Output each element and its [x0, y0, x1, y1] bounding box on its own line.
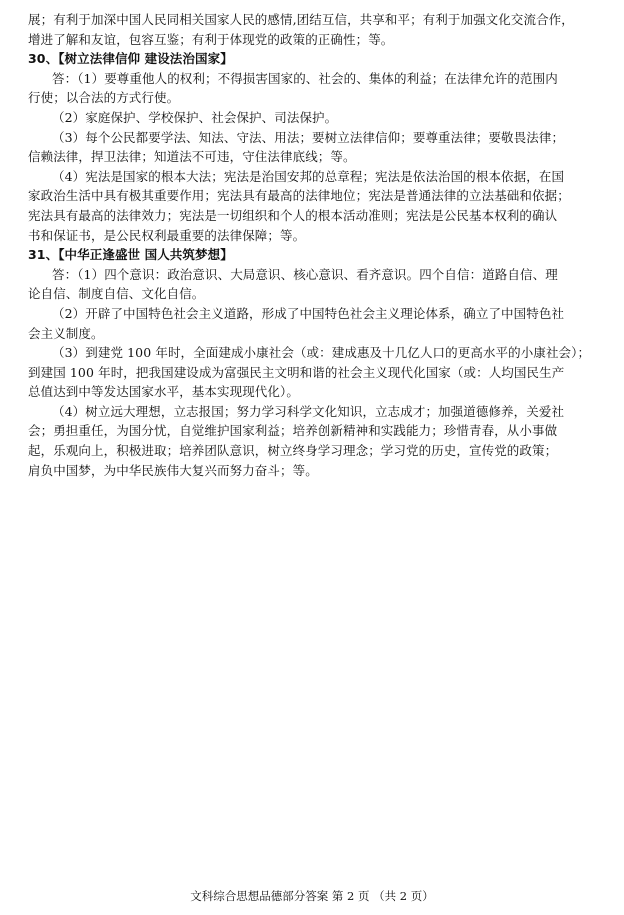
text-line: （3）到建党 100 年时，全面建成小康社会（或：建成惠及十几亿人口的更高水平的小康社会）；	[52, 345, 591, 361]
page-footer: 文科综合思想品德部分答案 第 2 页 （共 2 页）	[190, 889, 434, 903]
section-q31	[28, 245, 596, 480]
text-line: 宪法具有最高的法律效力；宪法是一切组织和个人的根本活动准则；宪法是公民基本权利的确认	[28, 207, 558, 223]
text-line: 答：（1）四个意识：政治意识、大局意识、核心意识、看齐意识。四个自信：道路自信、理	[52, 266, 558, 282]
answer-q30-1	[28, 69, 596, 108]
intro-paragraph	[28, 10, 596, 49]
text-line: 信赖法律，捍卫法律；知道法不可违，守住法律底线；等。	[28, 149, 356, 165]
text-line: 会主义制度。	[28, 325, 104, 341]
text-line: （4）树立远大理想，立志报国；努力学习科学文化知识，立志成才；加强道德修养，关爱社	[52, 403, 565, 419]
text-line: 会；勇担重任，为国分忧，自觉维护国家利益；培养创新精神和实践能力；珍惜青春，从小事做	[28, 423, 558, 439]
text-line: 到建国 100 年时，把我国建设成为富强民主文明和谐的社会主义现代化国家（或：人均国民生产	[28, 364, 565, 380]
text-line: 家政治生活中具有极其重要作用；宪法具有最高的法律地位；宪法是普通法律的立法基础和依据；	[28, 188, 570, 204]
answer-q30-3	[28, 128, 596, 167]
answer-q31-4	[28, 402, 596, 480]
section-heading-q31: 31、【中华正逢盛世 国人共筑梦想】	[28, 247, 233, 263]
text-line: （4）宪法是国家的根本大法；宪法是治国安邦的总章程；宪法是依法治国的根本依据，在国	[52, 168, 565, 184]
text-line: 增进了解和友谊，包容互鉴；有利于体现党的政策的正确性；等。	[28, 31, 394, 47]
text-line: 行使；以合法的方式行使。	[28, 90, 180, 106]
text-line: （2）家庭保护、学校保护、社会保护、司法保护。	[52, 109, 338, 125]
text-line: 书和保证书，是公民权利最重要的法律保障；等。	[28, 227, 306, 243]
section-heading-q30: 30、【树立法律信仰 建设法治国家】	[28, 51, 233, 67]
answer-q31-1	[28, 265, 596, 304]
answer-q31-2	[28, 304, 596, 343]
answer-q30-2	[28, 108, 596, 128]
text-line: 展；有利于加深中国人民同相关国家人民的感情,团结互信，共享和平；有利于加强文化交流合作，	[28, 12, 574, 27]
text-line: （3）每个公民都要学法、知法、守法、用法；要树立法律信仰；要尊重法律；要敬畏法律；	[52, 129, 565, 145]
answer-q31-3	[28, 343, 596, 402]
text-line: 起，乐观向上，积极进取；培养团队意识，树立终身学习理念；学习党的历史，宣传党的政策；	[28, 443, 558, 459]
text-line: （2）开辟了中国特色社会主义道路，形成了中国特色社会主义理论体系，确立了中国特色社	[52, 305, 565, 321]
text-line: 答：（1）要尊重他人的权利；不得损害国家的、社会的、集体的利益；在法律允许的范围内	[52, 70, 558, 86]
section-q30	[28, 49, 596, 245]
text-line: 论自信、制度自信、文化自信。	[28, 286, 205, 302]
answer-q30-4	[28, 167, 596, 245]
document-body	[28, 10, 596, 480]
text-line: 总值达到中等发达国家水平，基本实现现代化）。	[28, 384, 299, 400]
text-line: 肩负中国梦，为中华民族伟大复兴而努力奋斗；等。	[28, 462, 318, 478]
